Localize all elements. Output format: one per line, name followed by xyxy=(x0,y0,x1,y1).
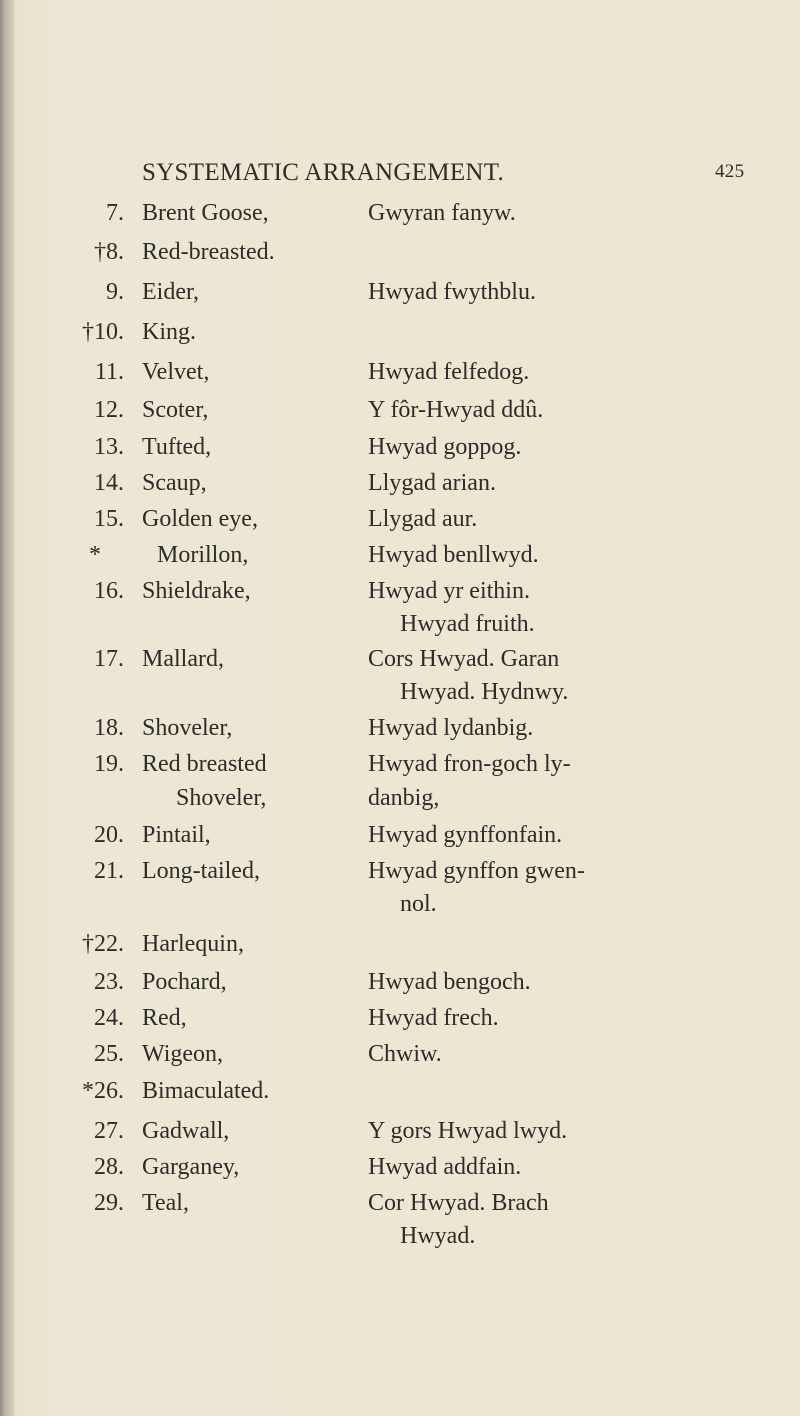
entry-number: 21. xyxy=(94,858,124,884)
entry-english-name: Brent Goose, xyxy=(142,200,269,226)
entry-welsh-name: Hwyad gynffon gwen- xyxy=(368,858,585,884)
entry-english-name: King. xyxy=(142,319,196,345)
entry-welsh-name: Cor Hwyad. Brach xyxy=(368,1190,549,1216)
entry-welsh-name: Hwyad goppog. xyxy=(368,434,522,460)
entry-welsh-name: Llygad arian. xyxy=(368,470,496,496)
entry-number: 23. xyxy=(94,969,124,995)
entry-welsh-name: nol. xyxy=(400,891,437,917)
entry-number: 7. xyxy=(106,200,124,226)
entry-number: 19. xyxy=(94,751,124,777)
entry-number: 25. xyxy=(94,1041,124,1067)
entry-english-name-continuation: Shoveler, xyxy=(176,785,267,811)
entry-english-name: Long-tailed, xyxy=(142,858,260,884)
entry-welsh-name: Hwyad gynffonfain. xyxy=(368,822,563,848)
entry-welsh-name: Hwyad. xyxy=(400,1223,476,1249)
entry-welsh-name: Hwyad frech. xyxy=(368,1005,499,1031)
entry-english-name: Eider, xyxy=(142,279,200,305)
entry-number: 28. xyxy=(94,1154,124,1180)
entry-number: †8. xyxy=(94,239,124,265)
entry-english-name: Golden eye, xyxy=(142,506,258,532)
entry-english-name: Teal, xyxy=(142,1190,189,1216)
entry-welsh-name: Hwyad fruith. xyxy=(400,611,535,637)
entry-welsh-name: danbig, xyxy=(368,785,440,811)
entry-number: 29. xyxy=(94,1190,124,1216)
entry-english-name: Scoter, xyxy=(142,397,209,423)
entry-number: 12. xyxy=(94,397,124,423)
entry-english-name: Morillon, xyxy=(157,542,249,568)
entry-welsh-name: Hwyad felfedog. xyxy=(368,359,530,385)
entry-english-name: Velvet, xyxy=(142,359,210,385)
entry-english-name: Wigeon, xyxy=(142,1041,224,1067)
entry-number: 9. xyxy=(106,279,124,305)
entry-english-name: Tufted, xyxy=(142,434,212,460)
entry-welsh-name: Hwyad yr eithin. xyxy=(368,578,530,604)
entry-welsh-name: Hwyad addfain. xyxy=(368,1154,522,1180)
entry-welsh-name: Hwyad. Hydnwy. xyxy=(400,679,569,705)
entry-welsh-name: Llygad aur. xyxy=(368,506,478,532)
entry-english-name: Shoveler, xyxy=(142,715,233,741)
entry-number: * xyxy=(89,542,101,568)
entry-number: 18. xyxy=(94,715,124,741)
entry-number: 20. xyxy=(94,822,124,848)
entry-number: 14. xyxy=(94,470,124,496)
entry-english-name: Harlequin, xyxy=(142,931,244,957)
entry-english-name: Red-breasted. xyxy=(142,239,275,265)
entry-english-name: Scaup, xyxy=(142,470,207,496)
entry-welsh-name: Hwyad lydanbig. xyxy=(368,715,534,741)
running-head: SYSTEMATIC ARRANGEMENT. xyxy=(142,159,505,186)
entry-english-name: Pochard, xyxy=(142,969,227,995)
entry-welsh-name: Cors Hwyad. Garan xyxy=(368,646,560,672)
entry-number: *26. xyxy=(82,1078,124,1104)
entry-english-name: Pintail, xyxy=(142,822,211,848)
entry-english-name: Bimaculated. xyxy=(142,1078,270,1104)
entry-english-name: Gadwall, xyxy=(142,1118,230,1144)
entry-welsh-name: Y gors Hwyad lwyd. xyxy=(368,1118,568,1144)
entry-welsh-name: Hwyad bengoch. xyxy=(368,969,531,995)
entry-english-name: Red, xyxy=(142,1005,187,1031)
entry-number: 11. xyxy=(94,359,124,385)
entry-english-name: Shieldrake, xyxy=(142,578,251,604)
entry-welsh-name: Hwyad fwythblu. xyxy=(368,279,536,305)
entry-number: †22. xyxy=(82,931,124,957)
entry-number: 16. xyxy=(94,578,124,604)
entry-welsh-name: Chwiw. xyxy=(368,1041,442,1067)
entry-number: 13. xyxy=(94,434,124,460)
entry-english-name: Mallard, xyxy=(142,646,224,672)
entry-english-name: Red breasted xyxy=(142,751,267,777)
entry-welsh-name: Y fôr-Hwyad ddû. xyxy=(368,397,544,423)
entry-welsh-name: Gwyran fanyw. xyxy=(368,200,516,226)
entry-english-name: Garganey, xyxy=(142,1154,240,1180)
entry-number: †10. xyxy=(82,319,124,345)
entry-number: 27. xyxy=(94,1118,124,1144)
entry-number: 24. xyxy=(94,1005,124,1031)
page-number: 425 xyxy=(715,161,745,182)
entry-welsh-name: Hwyad fron-goch ly- xyxy=(368,751,571,777)
entry-number: 17. xyxy=(94,646,124,672)
entry-welsh-name: Hwyad benllwyd. xyxy=(368,542,539,568)
entry-number: 15. xyxy=(94,506,124,532)
